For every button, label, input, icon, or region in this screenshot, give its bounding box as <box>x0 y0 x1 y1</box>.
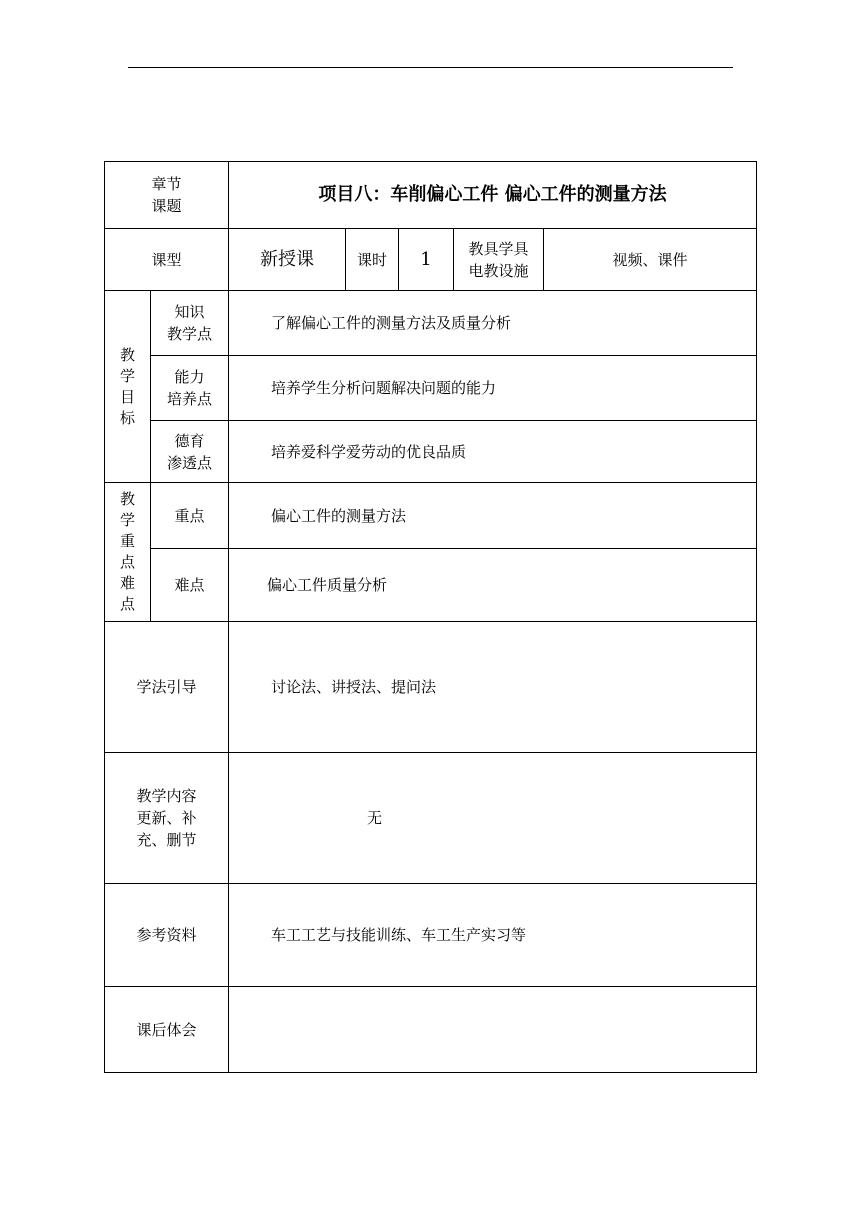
difficulty-label: 难点 <box>151 549 229 622</box>
equipment-label <box>454 229 544 291</box>
chapter-label <box>105 162 229 229</box>
content-update-label-line1: 教学内容 <box>136 787 197 805</box>
method-value: 讨论法、讲授法、提问法 <box>229 622 757 753</box>
reflection-row <box>105 987 757 1073</box>
reflection-label: 课后体会 <box>105 987 229 1073</box>
chapter-label-line2: 课题 <box>151 197 182 215</box>
keypoints-char-4: 点 <box>119 553 135 571</box>
equipment-label-line2: 电教设施 <box>468 261 529 280</box>
chapter-label-line1: 章节 <box>151 175 182 193</box>
course-info-row <box>105 229 757 291</box>
objectives-group-label <box>105 291 151 483</box>
knowledge-label-line1: 知识 <box>174 303 205 321</box>
equipment-value: 视频、课件 <box>544 229 757 291</box>
method-label: 学法引导 <box>105 622 229 753</box>
focus-label: 重点 <box>151 483 229 549</box>
objectives-char-2: 学 <box>119 366 135 385</box>
content-update-label-line3: 充、删节 <box>136 831 197 849</box>
references-value: 车工工艺与技能训练、车工生产实习等 <box>229 884 757 987</box>
hours-value: 1 <box>399 229 454 291</box>
keypoints-char-3: 重 <box>119 532 135 550</box>
ability-label <box>151 356 229 421</box>
references-label: 参考资料 <box>105 884 229 987</box>
objectives-char-3: 目 <box>119 387 135 406</box>
knowledge-label <box>151 291 229 356</box>
content-update-label-line2: 更新、补 <box>136 809 197 827</box>
reflection-value <box>229 987 757 1073</box>
course-type-label: 课型 <box>105 229 229 291</box>
keypoints-char-6: 点 <box>119 595 135 613</box>
objective-ability-row <box>105 356 757 421</box>
chapter-row <box>105 162 757 229</box>
difficulty-row <box>105 549 757 622</box>
content-update-value: 无 <box>229 753 757 884</box>
ability-label-line2: 培养点 <box>167 390 213 408</box>
objective-moral-row <box>105 421 757 483</box>
course-type-value: 新授课 <box>229 229 346 291</box>
focus-value: 偏心工件的测量方法 <box>229 483 757 549</box>
keypoints-char-5: 难 <box>119 574 135 592</box>
equipment-label-line1: 教具学具 <box>468 239 529 258</box>
moral-label <box>151 421 229 483</box>
ability-label-line1: 能力 <box>174 368 205 386</box>
focus-row <box>105 483 757 549</box>
objectives-char-4: 标 <box>119 408 135 427</box>
keypoints-char-2: 学 <box>119 511 135 529</box>
method-row <box>105 622 757 753</box>
chapter-title: 项目八：车削偏心工件 偏心工件的测量方法 <box>229 162 757 229</box>
keypoints-char-1: 教 <box>119 490 135 508</box>
difficulty-value: 偏心工件质量分析 <box>229 549 757 622</box>
objective-knowledge-row <box>105 291 757 356</box>
header-rule <box>128 67 733 68</box>
moral-label-line1: 德育 <box>174 431 205 450</box>
moral-value: 培养爱科学爱劳动的优良品质 <box>229 421 757 483</box>
lesson-plan-table <box>104 161 757 1073</box>
ability-value: 培养学生分析问题解决问题的能力 <box>229 356 757 421</box>
objectives-char-1: 教 <box>119 345 135 364</box>
references-row <box>105 884 757 987</box>
knowledge-value: 了解偏心工件的测量方法及质量分析 <box>229 291 757 356</box>
keypoints-group-label <box>105 483 151 622</box>
hours-label: 课时 <box>346 229 399 291</box>
content-update-row <box>105 753 757 884</box>
knowledge-label-line2: 教学点 <box>167 325 213 343</box>
moral-label-line2: 渗透点 <box>167 453 213 472</box>
content-update-label <box>105 753 229 884</box>
